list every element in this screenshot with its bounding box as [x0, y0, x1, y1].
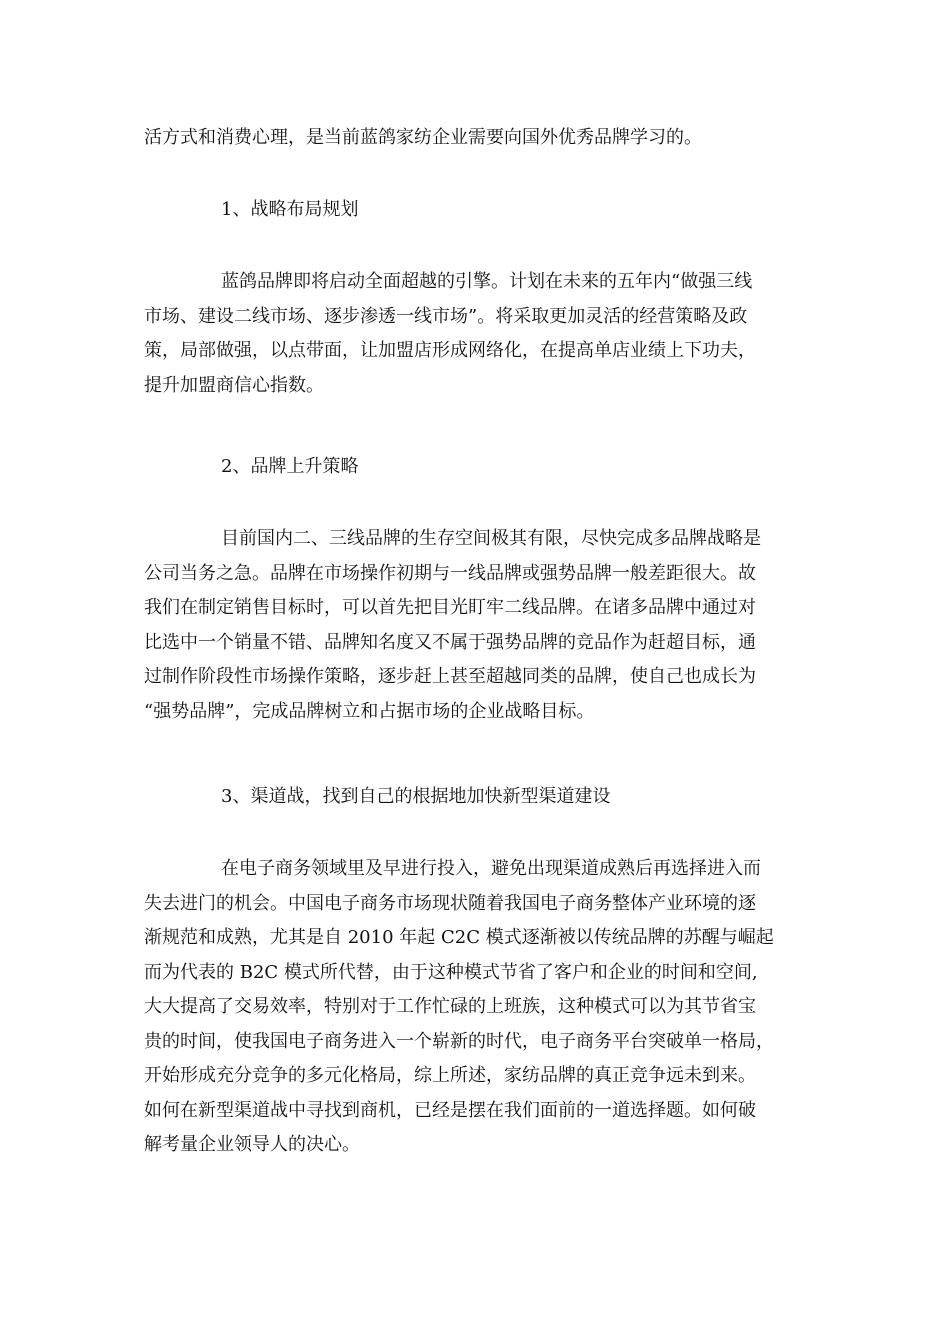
paragraph-line: 在电子商务领域里及早进行投入，避免出现渠道成熟后再选择进入而: [221, 858, 761, 879]
paragraph-line: 开始形成充分竞争的多元化格局，综上所述，家纺品牌的真正竞争远未到来。: [144, 1065, 756, 1086]
paragraph-line: 解考量企业领导人的决心。: [144, 1134, 360, 1155]
paragraph-line: 活方式和消费心理，是当前蓝鸽家纺企业需要向国外优秀品牌学习的。: [144, 127, 702, 148]
paragraph-line: 过制作阶段性市场操作策略，逐步赶上甚至超越同类的品牌，使自己也成长为: [144, 666, 756, 687]
paragraph-line: 渐规范和成熟，尤其是自 2010 年起 C2C 模式逐渐被以传统品牌的苏醒与崛起: [144, 927, 774, 948]
paragraph-line: 失去进门的机会。中国电子商务市场现状随着我国电子商务整体产业环境的逐: [144, 892, 756, 914]
section-3-paragraph: [144, 852, 816, 1163]
paragraph-line: 而为代表的 B2C 模式所代替，由于这种模式节省了客户和企业的时间和空间,: [144, 961, 758, 983]
intro-paragraph: [144, 121, 816, 156]
section-1-heading: [144, 193, 816, 228]
section-heading: 2、品牌上升策略: [221, 456, 359, 477]
paragraph-line: 我们在制定销售目标时，可以首先把目光盯牢二线品牌。在诸多品牌中通过对: [144, 597, 756, 618]
paragraph-line: 策，局部做强，以点带面，让加盟店形成网络化，在提高单店业绩上下功夫，: [144, 340, 756, 361]
section-heading: 3、渠道战，找到自己的根据地加快新型渠道建设: [221, 786, 611, 807]
section-2-paragraph: [144, 522, 816, 729]
section-heading: 1、战略布局规划: [221, 199, 359, 220]
paragraph-line: 大大提高了交易效率，特别对于工作忙碌的上班族，这种模式可以为其节省宝: [144, 996, 756, 1017]
paragraph-line: 市场、建设二线市场、逐步渗透一线市场”。将采取更加灵活的经营策略及政: [144, 305, 748, 327]
paragraph-line: 目前国内二、三线品牌的生存空间极其有限，尽快完成多品牌战略是: [221, 528, 761, 549]
paragraph-line: 比选中一个销量不错、品牌知名度又不属于强势品牌的竞品作为赶超目标，通: [144, 631, 756, 653]
paragraph-line: 提升加盟商信心指数。: [144, 374, 324, 396]
paragraph-line: 蓝鸽品牌即将启动全面超越的引擎。计划在未来的五年内“做强三线: [221, 271, 753, 292]
section-2-heading: [144, 450, 816, 485]
paragraph-line: 如何在新型渠道战中寻找到商机，已经是摆在我们面前的一道选择题。如何破: [144, 1099, 756, 1121]
section-3-heading: [144, 780, 816, 815]
section-1-paragraph: [144, 265, 816, 403]
paragraph-line: “强势品牌”，完成品牌树立和占据市场的企业战略目标。: [144, 700, 595, 722]
paragraph-line: 公司当务之急。品牌在市场操作初期与一线品牌或强势品牌一般差距很大。故: [144, 562, 756, 584]
paragraph-line: 贵的时间，使我国电子商务进入一个崭新的时代，电子商务平台突破单一格局，: [144, 1030, 774, 1052]
